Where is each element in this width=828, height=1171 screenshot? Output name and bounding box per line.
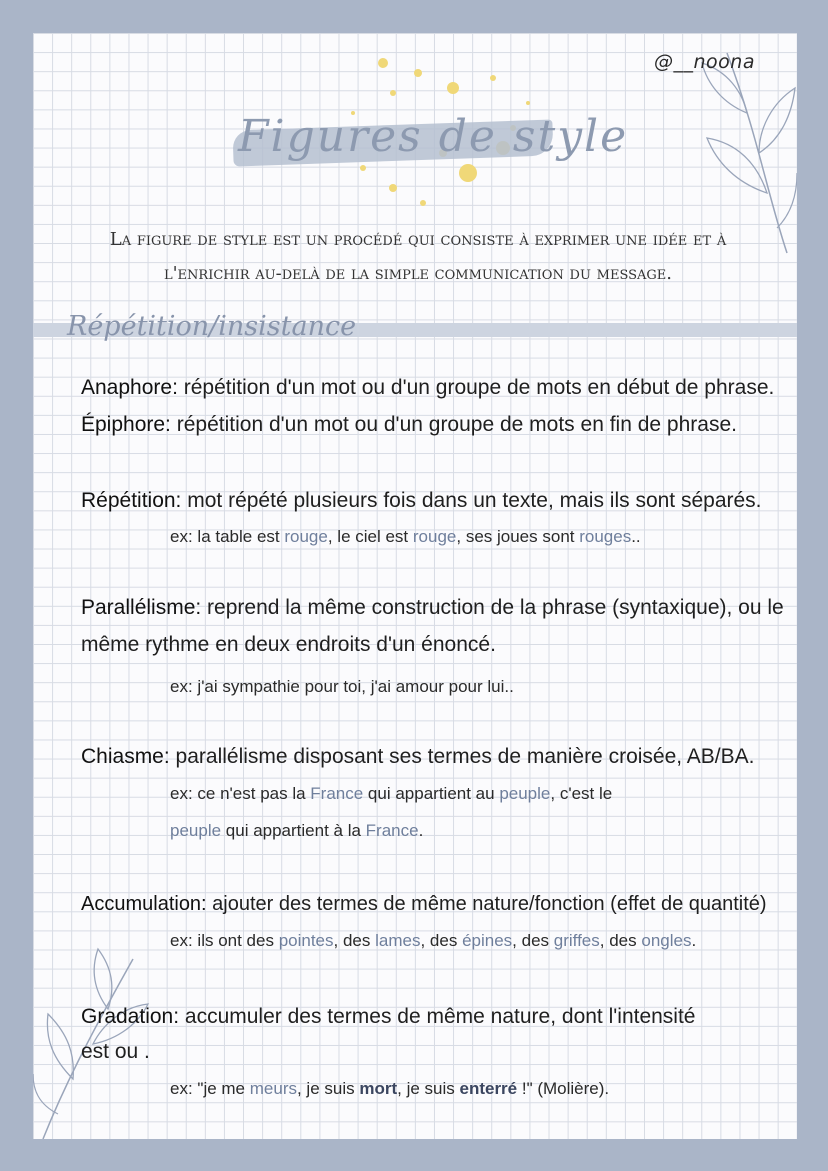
example-highlight: rouges [579,527,632,546]
entry-definition-continued: même rythme en deux endroits d'un énoncé. [81,633,496,656]
entry-gradation [81,999,696,1035]
entry-definition: reprend la même construction de la phrase (syntaxique), ou le [201,596,784,619]
example-text: , c'est le [550,784,613,803]
entry-example [170,1071,609,1107]
entry-definition: mot répété plusieurs fois dans un texte, mais ils sont séparés. [181,489,762,512]
example-text: . [418,821,424,840]
example-label: ex: [170,931,193,950]
example-text: ce n'est pas la [192,784,311,803]
example-highlight: France [365,821,419,840]
entry-term: Accumulation: [81,893,207,915]
intro-line: l'enrichir au-delà de la simple communication du message. [163,263,673,284]
example-highlight: rouge [412,527,457,546]
entry-example [170,923,696,959]
section-title: Répétition/insistance [67,311,357,342]
example-text: , des [599,931,642,950]
notes-page [33,33,797,1139]
example-text: . [691,931,697,950]
example-highlight: ongles [641,931,692,950]
example-text: qui appartient à la [221,821,366,840]
example-text: , des [333,931,376,950]
example-text: , je suis [397,1079,460,1098]
entry-example [170,669,514,705]
example-highlight: pointes [278,931,334,950]
example-text: ils ont des [192,931,279,950]
example-text: qui appartient au [363,784,500,803]
page-title: Figures de style [238,111,629,162]
example-text: !" (Molière). [517,1079,610,1098]
entry-definition-continued: est ou . [81,1040,150,1063]
entry-example [170,776,612,812]
example-label: ex: [170,784,193,803]
entry-chiasme [81,739,754,775]
example-text: , des [420,931,463,950]
example-highlight: rouge [284,527,328,546]
entry-term: Chiasme: [81,745,170,768]
entry-definition: répétition d'un mot ou d'un groupe de mots en fin de phrase. [170,413,737,436]
example-highlight: meurs [249,1079,297,1098]
example-highlight: griffes [553,931,600,950]
example-text: j'ai sympathie pour toi, j'ai amour pour lui.. [192,677,514,696]
title-area [33,73,797,223]
entry-definition: répétition d'un mot ou d'un groupe de mots en début de phrase. [177,376,775,399]
example-text: , des [512,931,554,950]
entry-example [170,519,641,555]
author-handle: @__noona [654,51,755,73]
entry-definition: parallélisme disposant ses termes de manière croisée, AB/BA. [169,745,755,768]
example-highlight: mort [359,1079,398,1098]
entry-term: Épiphore: [81,413,171,436]
intro-line: La figure de style est un procédé qui consiste à exprimer une idée et à [109,229,727,250]
entry-term: Anaphore: [81,376,178,399]
example-text: .. [631,527,641,546]
entry-repetition [81,483,762,519]
entry-term: Gradation: [81,1005,180,1028]
example-highlight: peuple [499,784,551,803]
example-text: , je suis [296,1079,360,1098]
entry-accumulation [81,886,767,922]
entry-definition: ajouter des termes de même nature/fonction (effet de quantité) [206,893,767,915]
example-highlight: épines [462,931,513,950]
example-text: , le ciel est [327,527,413,546]
example-label: ex: [170,1079,193,1098]
example-highlight: peuple [170,821,222,840]
example-highlight: France [310,784,364,803]
example-text: "je me [192,1079,250,1098]
example-label: ex: [170,527,193,546]
entry-epiphore [81,407,737,443]
entry-parallelisme [81,590,784,626]
example-text: la table est [192,527,285,546]
example-highlight: enterré [459,1079,518,1098]
example-text: , ses joues sont [456,527,580,546]
entry-example-continued [170,813,423,849]
entry-anaphore [81,370,774,406]
entry-definition: accumuler des termes de même nature, dont l'intensité [179,1005,696,1028]
example-label: ex: [170,677,193,696]
intro-text [93,223,743,291]
example-highlight: lames [375,931,421,950]
entry-term: Répétition: [81,489,182,512]
entry-term: Parallélisme: [81,596,202,619]
